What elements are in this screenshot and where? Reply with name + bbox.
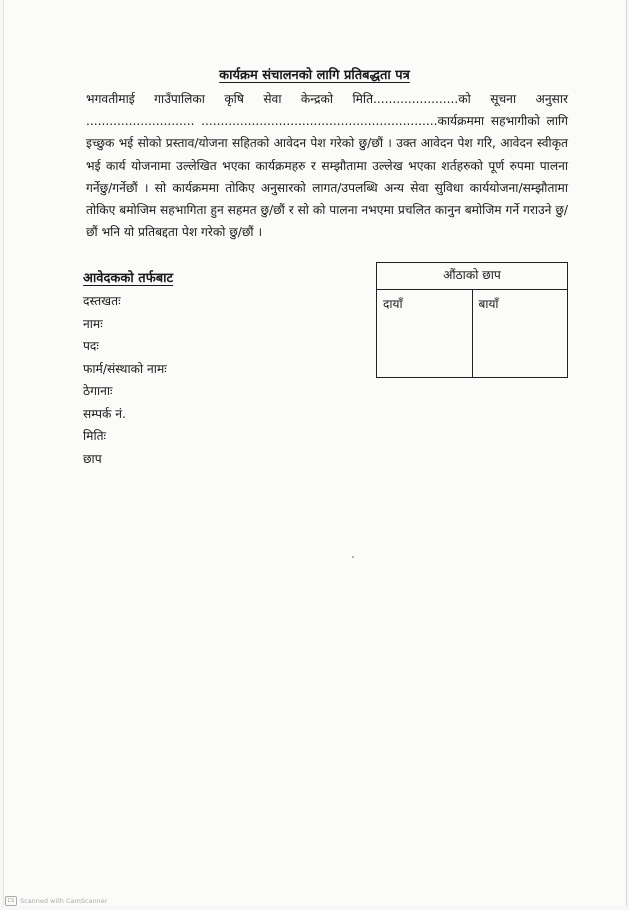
position-label: पदः: [83, 339, 99, 353]
signature-label: दस्तखतः: [83, 294, 121, 308]
commitment-paragraph: भगवतीमाई गाउँपालिका कृषि सेवा केन्द्रको मिति......................को सूचना अनुसार ............................ .............................................................कार्यक्रममा सहभागीको लागि इच्छुक भई सोको प्रस्ताव/योजना सहितको आवेदन पेश गरेको छु/छौं । उक्त आवेदन पेश गरि, आवेदन स्वीकृत भई कार्य योजनामा उल्लेखित भएका कार्यक्रमहरु र सम्झौतामा उल्लेख भएका शर्तहरुको पूर्ण रुपमा पालना गर्नेछु/गर्नेछौं । सो कार्यक्रममा तोकिए अनुसारको लागत/उपलब्धि अन्य सेवा सुविधा कार्ययोजना/सम्झौतामा तोकिए बमोजिम सहभागिता हुन सहमत छु/छौं र सो को पालना नभएमा प्रचलित कानुन बमोजिम गर्ने गराउने छु/छौं भनि यो प्रतिबद्दता पेश गरेको छु/छौं ।: [86, 92, 568, 240]
contact-number-label: सम्पर्क नं.: [83, 406, 126, 421]
name-label: नामः: [83, 316, 103, 331]
applicant-fields: [83, 290, 167, 470]
thumbprint-title: औंठाको छाप: [377, 263, 567, 290]
address-label: ठेगानाः: [83, 384, 113, 398]
document-title: कार्यक्रम संचालनको लागि प्रतिबद्धता पत्र: [219, 68, 410, 83]
left-thumb-cell: [472, 290, 568, 377]
applicant-section-heading: आवेदकको तर्फबाट: [83, 271, 174, 286]
stamp-label: छाप: [83, 451, 102, 466]
scan-speck: [352, 556, 354, 558]
thumbprint-box: [376, 262, 568, 378]
right-thumb-cell: [377, 290, 472, 377]
firm-name-label: फार्म/संस्थाको नामः: [83, 361, 167, 376]
left-thumb-label: बायाँ: [478, 297, 499, 311]
scanner-watermark: [5, 896, 107, 906]
watermark-text: Scanned with CamScanner: [20, 897, 108, 905]
date-label: मितिः: [83, 429, 107, 443]
camscanner-logo-icon: CS: [5, 896, 17, 906]
right-thumb-label: दायाँ: [383, 297, 403, 311]
